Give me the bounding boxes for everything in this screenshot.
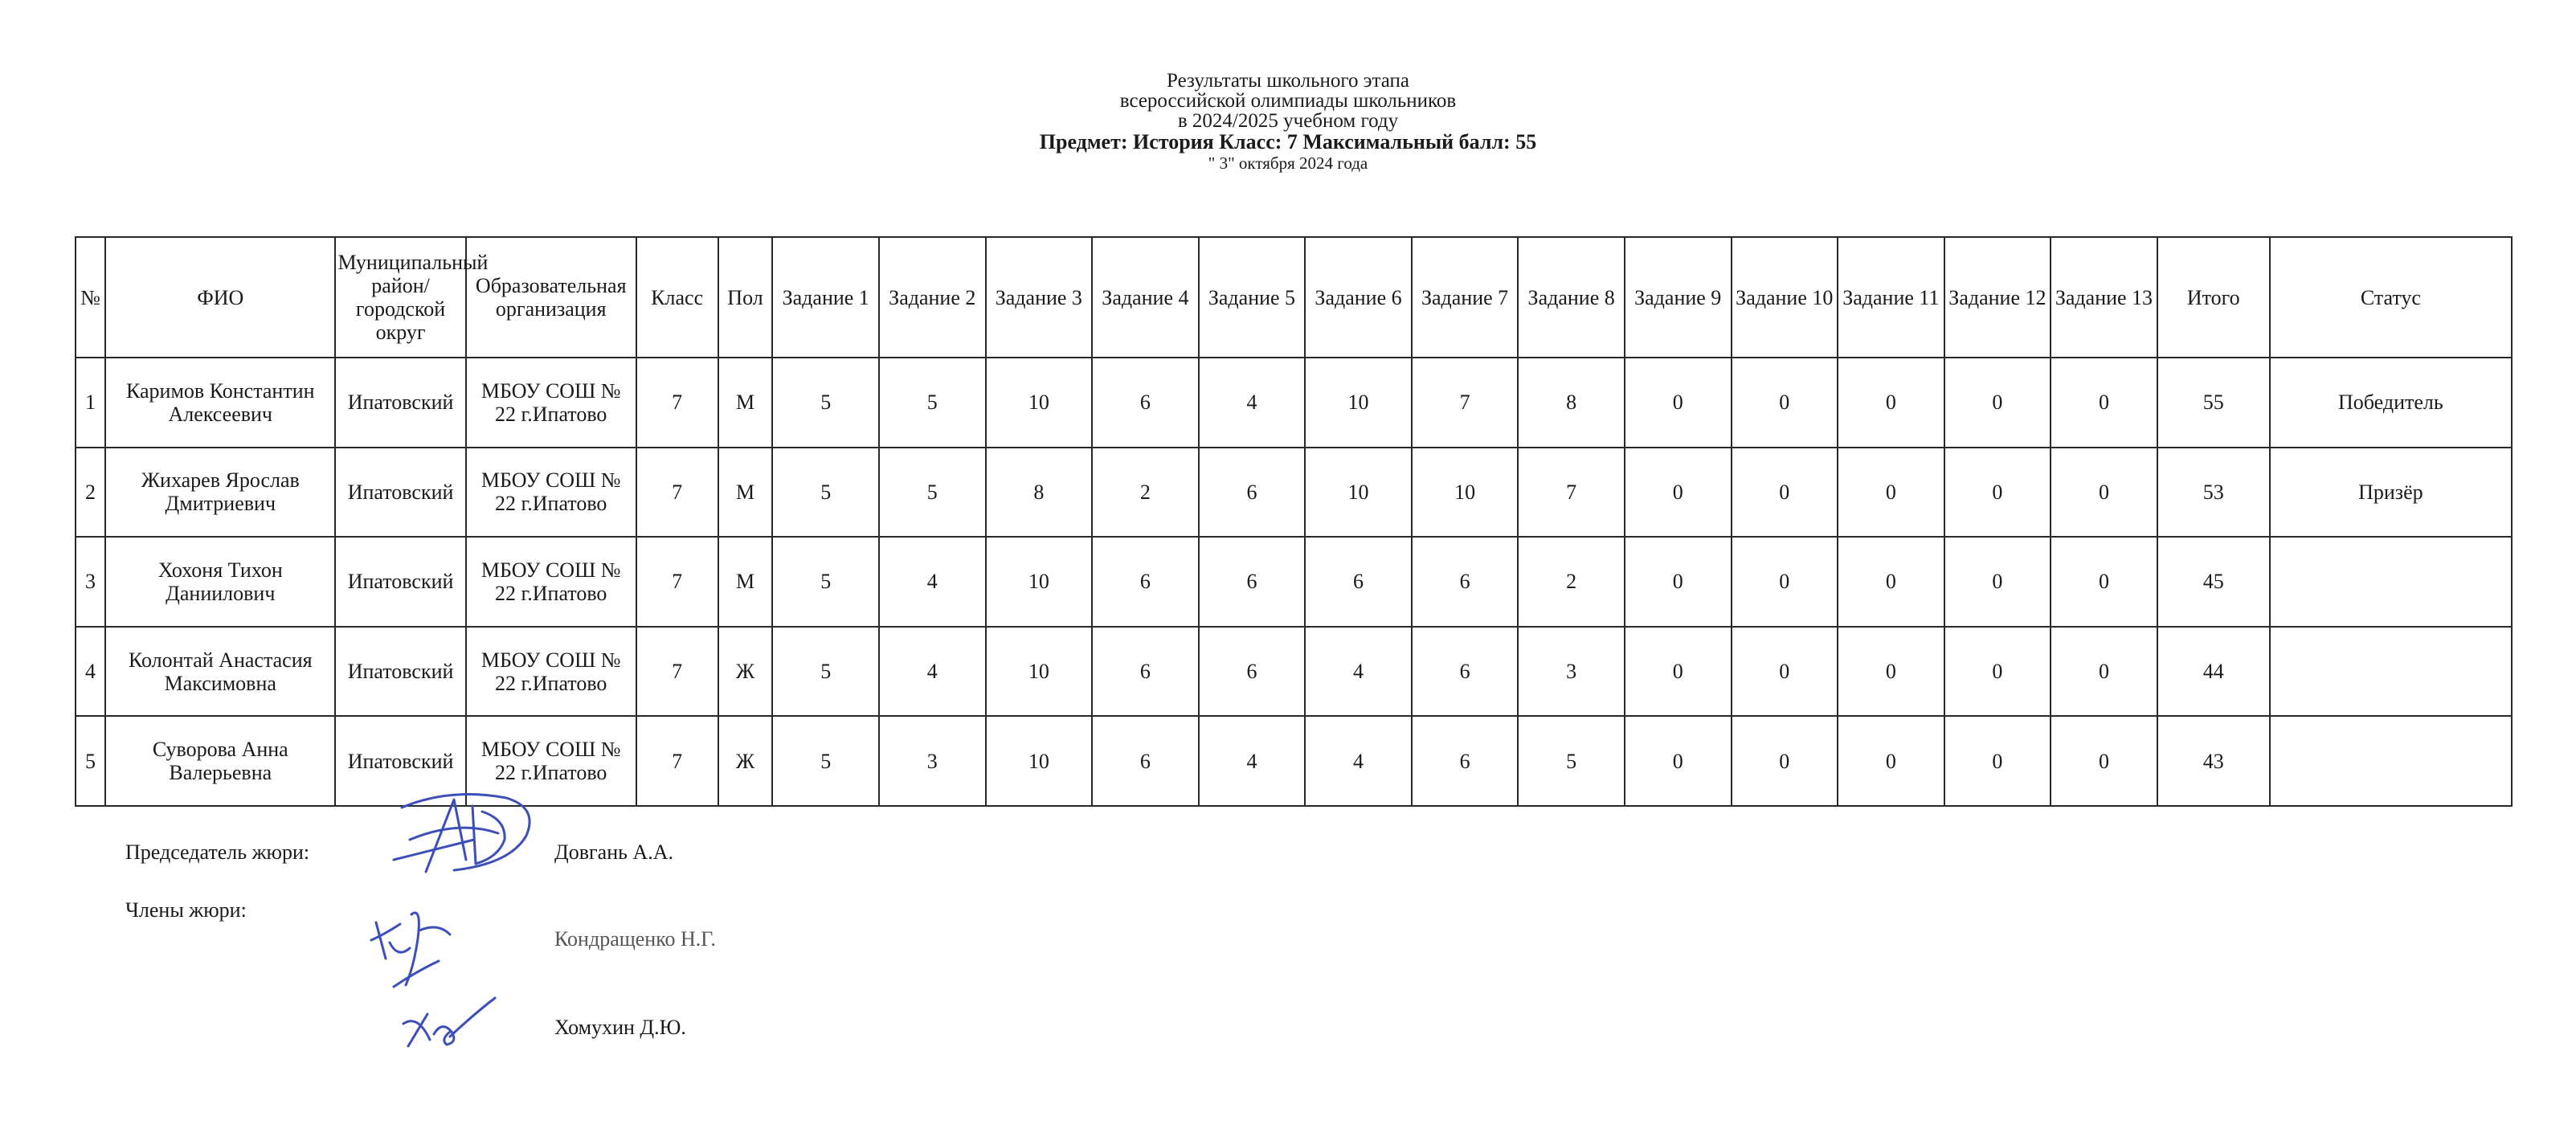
table-cell: Ж [718, 716, 773, 806]
table-cell: 0 [1625, 627, 1732, 717]
table-cell: 44 [2157, 627, 2270, 717]
table-cell: 5 [1518, 716, 1625, 806]
table-cell [2270, 716, 2512, 806]
table-cell: 0 [1625, 716, 1732, 806]
member-2-name: Хомухин Д.Ю. [554, 1016, 686, 1039]
table-cell: 0 [1944, 448, 2051, 538]
table-cell: М [718, 358, 773, 448]
table-cell: 0 [1625, 448, 1732, 538]
column-header: Задание 13 [2051, 237, 2157, 358]
table-cell: 7 [636, 716, 718, 806]
table-cell: Жихарев Ярослав Дмитриевич [105, 448, 335, 538]
table-cell: 5 [772, 448, 879, 538]
table-row [76, 627, 2512, 717]
table-cell: Ипатовский [335, 716, 465, 806]
table-cell: 6 [1199, 627, 1306, 717]
table-cell: 8 [1518, 358, 1625, 448]
table-cell: 0 [1838, 537, 1944, 627]
table-cell: 0 [1838, 448, 1944, 538]
table-cell: Ипатовский [335, 537, 465, 627]
table-cell: 4 [879, 537, 986, 627]
column-header: Задание 1 [772, 237, 879, 358]
table-cell: Ипатовский [335, 358, 465, 448]
table-cell: 0 [1944, 716, 2051, 806]
column-header: Статус [2270, 237, 2512, 358]
members-label: Члены жюри: [125, 898, 247, 922]
table-cell: 0 [1732, 627, 1838, 717]
column-header: Задание 4 [1092, 237, 1199, 358]
table-cell: 53 [2157, 448, 2270, 538]
table-cell: 6 [1412, 716, 1519, 806]
table-cell: 45 [2157, 537, 2270, 627]
table-cell: МБОУ СОШ № 22 г.Ипатово [466, 448, 636, 538]
table-header [76, 237, 2512, 358]
table-cell: 0 [1944, 358, 2051, 448]
table-cell: 6 [1092, 537, 1199, 627]
column-header: Задание 3 [986, 237, 1093, 358]
column-header: Класс [636, 237, 718, 358]
table-cell: 10 [1305, 358, 1412, 448]
table-cell: 6 [1199, 537, 1306, 627]
table-cell: 8 [986, 448, 1093, 538]
table-cell: 0 [1732, 448, 1838, 538]
table-cell: 10 [1305, 448, 1412, 538]
table-cell: 10 [986, 537, 1093, 627]
table-cell: Ипатовский [335, 448, 465, 538]
table-cell: 0 [1838, 358, 1944, 448]
column-header: Муниципальный район/городской округ [335, 237, 465, 358]
table-cell: 0 [1625, 537, 1732, 627]
table-cell: 0 [1732, 537, 1838, 627]
table-cell: Призёр [2270, 448, 2512, 538]
results-table [75, 236, 2513, 807]
table-cell: 10 [986, 358, 1093, 448]
table-cell: 5 [879, 358, 986, 448]
column-header: Задание 8 [1518, 237, 1625, 358]
table-cell: Колонтай Анастасия Максимовна [105, 627, 335, 717]
date-line: " 3" октября 2024 года [1208, 153, 1368, 173]
column-header: Задание 5 [1199, 237, 1306, 358]
chair-label: Председатель жюри: [125, 840, 310, 864]
table-cell: 7 [636, 537, 718, 627]
table-cell [2270, 627, 2512, 717]
table-cell: 10 [1412, 448, 1519, 538]
table-cell: 6 [1412, 627, 1519, 717]
table-cell: 0 [1732, 358, 1838, 448]
table-cell: МБОУ СОШ № 22 г.Ипатово [466, 716, 636, 806]
table-cell: 0 [2051, 537, 2157, 627]
header-row [76, 237, 2512, 358]
table-cell: 55 [2157, 358, 2270, 448]
table-cell: 7 [636, 627, 718, 717]
table-cell: 0 [1625, 358, 1732, 448]
table-cell: МБОУ СОШ № 22 г.Ипатово [466, 537, 636, 627]
column-header: ФИО [105, 237, 335, 358]
table-cell: 0 [1732, 716, 1838, 806]
table-cell: 10 [986, 627, 1093, 717]
table-cell: 0 [1944, 537, 2051, 627]
table-cell: 6 [1412, 537, 1519, 627]
table-cell: Хохоня Тихон Даниилович [105, 537, 335, 627]
column-header: Задание 10 [1732, 237, 1838, 358]
column-header: Задание 2 [879, 237, 986, 358]
column-header: Задание 6 [1305, 237, 1412, 358]
table-cell: М [718, 448, 773, 538]
table-cell: 43 [2157, 716, 2270, 806]
subject-line: Предмет: История Класс: 7 Максимальный балл: 55 [1039, 130, 1537, 153]
table-cell: 5 [772, 627, 879, 717]
table-cell: 3 [879, 716, 986, 806]
title-line-1: Результаты школьного этапа [1167, 70, 1409, 92]
table-cell: 0 [1838, 627, 1944, 717]
table-cell: 6 [1092, 627, 1199, 717]
table-cell: 7 [636, 448, 718, 538]
member-2-signature [394, 990, 506, 1062]
table-cell: 2 [76, 448, 105, 538]
column-header: Итого [2157, 237, 2270, 358]
table-cell: 1 [76, 358, 105, 448]
table-row [76, 448, 2512, 538]
table-cell: 6 [1092, 716, 1199, 806]
table-cell: 3 [76, 537, 105, 627]
table-cell: 7 [1518, 448, 1625, 538]
table-cell: Суворова Анна Валерьевна [105, 716, 335, 806]
table-cell: 0 [2051, 448, 2157, 538]
title-line-2: всероссийской олимпиады школьников [1119, 90, 1457, 112]
table-cell: 5 [76, 716, 105, 806]
table-cell: 4 [1199, 358, 1306, 448]
table-cell: 10 [986, 716, 1093, 806]
title-line-3: в 2024/2025 учебном году [1177, 110, 1399, 132]
table-cell: 7 [636, 358, 718, 448]
chair-name: Довгань А.А. [554, 840, 674, 864]
member-1-name: Кондращенко Н.Г. [554, 927, 716, 951]
column-header: Задание 7 [1412, 237, 1519, 358]
table-cell: 3 [1518, 627, 1625, 717]
table-cell: 0 [2051, 358, 2157, 448]
table-cell: М [718, 537, 773, 627]
table-cell: 0 [2051, 627, 2157, 717]
column-header: Пол [718, 237, 773, 358]
table-cell: 4 [76, 627, 105, 717]
table-body [76, 358, 2512, 806]
table-row [76, 537, 2512, 627]
table-cell: 4 [1305, 716, 1412, 806]
column-header: Задание 11 [1838, 237, 1944, 358]
table-cell: 7 [1412, 358, 1519, 448]
column-header: Задание 12 [1944, 237, 2051, 358]
table-cell: 5 [772, 716, 879, 806]
table-row [76, 358, 2512, 448]
table-cell: 5 [879, 448, 986, 538]
table-cell: Каримов Константин Алексеевич [105, 358, 335, 448]
table-cell: 6 [1199, 448, 1306, 538]
table-cell: 0 [2051, 716, 2157, 806]
table-cell: МБОУ СОШ № 22 г.Ипатово [466, 358, 636, 448]
table-cell: Победитель [2270, 358, 2512, 448]
table-cell: 6 [1092, 358, 1199, 448]
table-cell: 4 [1199, 716, 1306, 806]
document-header [0, 71, 2576, 173]
column-header: № [76, 237, 105, 358]
table-cell: 5 [772, 358, 879, 448]
column-header: Образовательная организация [466, 237, 636, 358]
member-1-signature [362, 890, 474, 995]
table-cell: МБОУ СОШ № 22 г.Ипатово [466, 627, 636, 717]
table-cell: 5 [772, 537, 879, 627]
table-cell: Ипатовский [335, 627, 465, 717]
table-cell: 4 [1305, 627, 1412, 717]
table-cell: 4 [879, 627, 986, 717]
column-header: Задание 9 [1625, 237, 1732, 358]
table-cell: 2 [1092, 448, 1199, 538]
table-cell [2270, 537, 2512, 627]
table-cell: 0 [1944, 627, 2051, 717]
table-cell: 2 [1518, 537, 1625, 627]
table-cell: Ж [718, 627, 773, 717]
table-cell: 6 [1305, 537, 1412, 627]
chair-signature [378, 783, 538, 888]
table-cell: 0 [1838, 716, 1944, 806]
